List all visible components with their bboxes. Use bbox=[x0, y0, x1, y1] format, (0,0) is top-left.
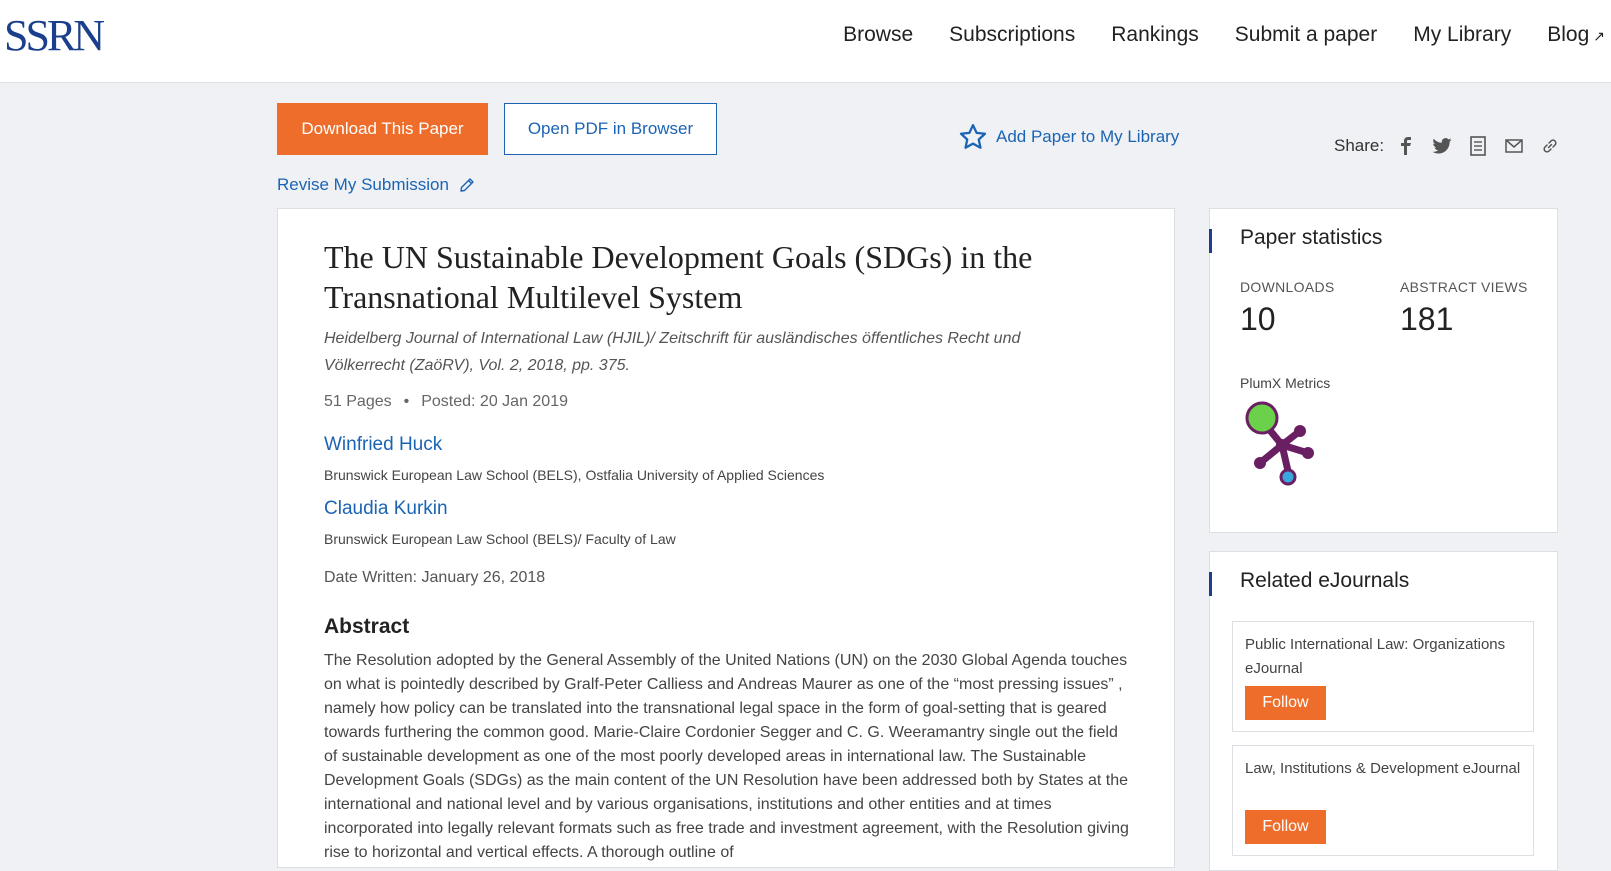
add-to-library-label: Add Paper to My Library bbox=[996, 127, 1180, 146]
abstract-text: The Resolution adopted by the General Assembly of the United Nations (UN) on the 2030 Global Agenda touches on what is pointedly described by Gralf-Peter Calliess and Andreas Maurer as one of the “most pressing issues” , namely how policy can be translated into the transnational legal space in the form of goal-setting that is geared towards furthering the common good. Marie-Claire Cordonier Segger and C. G. Weeramantry single out the field of sustainable development as one of the most poorly developed areas in international law. The Sustainable Development Goals (SDGs) as the main content of the UN Resolution have been addressed both by States at the international and national level and by various organisations, institutions and other entities and at times incorporated into legally relevant formats such as free trade and investment agreement, with the Resolution giving rise to horizontal and vertical effects. A thorough outline of bbox=[324, 652, 1129, 861]
nav-blog[interactable] bbox=[1547, 22, 1605, 49]
plumx-metrics-icon[interactable] bbox=[1242, 401, 1322, 491]
paper-statistics-card bbox=[1209, 208, 1558, 533]
paper-card bbox=[277, 208, 1175, 868]
external-link-icon: ↗ bbox=[1593, 28, 1605, 44]
nav-my-library[interactable]: My Library bbox=[1413, 23, 1512, 46]
nav-subscriptions[interactable]: Subscriptions bbox=[949, 23, 1076, 46]
abstract-heading: Abstract bbox=[324, 615, 410, 638]
abstract-views-label: ABSTRACT VIEWS bbox=[1400, 279, 1528, 295]
star-icon bbox=[958, 122, 988, 152]
share-label: Share: bbox=[1334, 136, 1385, 155]
revise-submission-label: Revise My Submission bbox=[277, 175, 449, 194]
ejournal-title[interactable]: Law, Institutions & Development eJournal bbox=[1245, 760, 1521, 777]
download-paper-button[interactable]: Download This Paper bbox=[277, 103, 488, 155]
meta-separator: • bbox=[403, 393, 410, 410]
posted-date: Posted: 20 Jan 2019 bbox=[421, 393, 568, 410]
author-link[interactable]: Winfried Huck bbox=[324, 434, 443, 455]
twitter-icon[interactable] bbox=[1432, 136, 1452, 156]
card-accent-bar bbox=[1209, 229, 1212, 253]
nav-submit-paper[interactable]: Submit a paper bbox=[1234, 23, 1378, 46]
downloads-count: 10 bbox=[1240, 301, 1276, 337]
stats-title: Paper statistics bbox=[1240, 226, 1383, 249]
author-link[interactable]: Claudia Kurkin bbox=[324, 498, 448, 519]
author-affiliation: Brunswick European Law School (BELS)/ Faculty of Law bbox=[324, 531, 676, 547]
card-accent-bar bbox=[1209, 572, 1212, 596]
share-bar bbox=[1334, 136, 1576, 156]
revise-submission-link[interactable] bbox=[277, 175, 475, 195]
paper-title: The UN Sustainable Development Goals (SDGs) in the Transnational Multilevel System bbox=[324, 239, 1033, 315]
date-written: Date Written: January 26, 2018 bbox=[324, 569, 546, 586]
document-icon[interactable] bbox=[1468, 136, 1488, 156]
open-pdf-button[interactable]: Open PDF in Browser bbox=[504, 103, 717, 155]
nav-browse[interactable]: Browse bbox=[843, 23, 914, 46]
add-to-library-link[interactable] bbox=[958, 122, 1179, 152]
site-header bbox=[0, 0, 1611, 83]
ejournal-item bbox=[1232, 745, 1534, 856]
page-count: 51 Pages bbox=[324, 393, 392, 410]
nav-rankings[interactable]: Rankings bbox=[1111, 23, 1199, 46]
paper-meta bbox=[324, 393, 568, 411]
nav-blog-label: Blog bbox=[1547, 23, 1590, 46]
email-icon[interactable] bbox=[1504, 136, 1524, 156]
ejournal-title[interactable]: Public International Law: Organizations eJournal bbox=[1245, 636, 1506, 677]
follow-button[interactable]: Follow bbox=[1245, 810, 1326, 844]
author-affiliation: Brunswick European Law School (BELS), Ostfalia University of Applied Sciences bbox=[324, 467, 825, 483]
link-icon[interactable] bbox=[1540, 136, 1560, 156]
ssrn-logo[interactable]: SSRN bbox=[4, 11, 103, 60]
plumx-label: PlumX Metrics bbox=[1240, 375, 1331, 391]
ejournal-item bbox=[1232, 621, 1534, 732]
related-ejournals-card bbox=[1209, 551, 1558, 871]
top-nav bbox=[807, 22, 1605, 49]
downloads-label: DOWNLOADS bbox=[1240, 279, 1335, 295]
journal-citation: Heidelberg Journal of International Law (HJIL)/ Zeitschrift für ausländisches öffentliches Recht und Völkerrecht (ZaöRV), Vol. 2, 2018, pp. 375. bbox=[324, 330, 1021, 374]
follow-button[interactable]: Follow bbox=[1245, 686, 1326, 720]
facebook-icon[interactable] bbox=[1396, 136, 1416, 156]
related-title: Related eJournals bbox=[1240, 569, 1410, 592]
pencil-icon bbox=[459, 177, 475, 193]
abstract-views-count: 181 bbox=[1400, 301, 1454, 337]
